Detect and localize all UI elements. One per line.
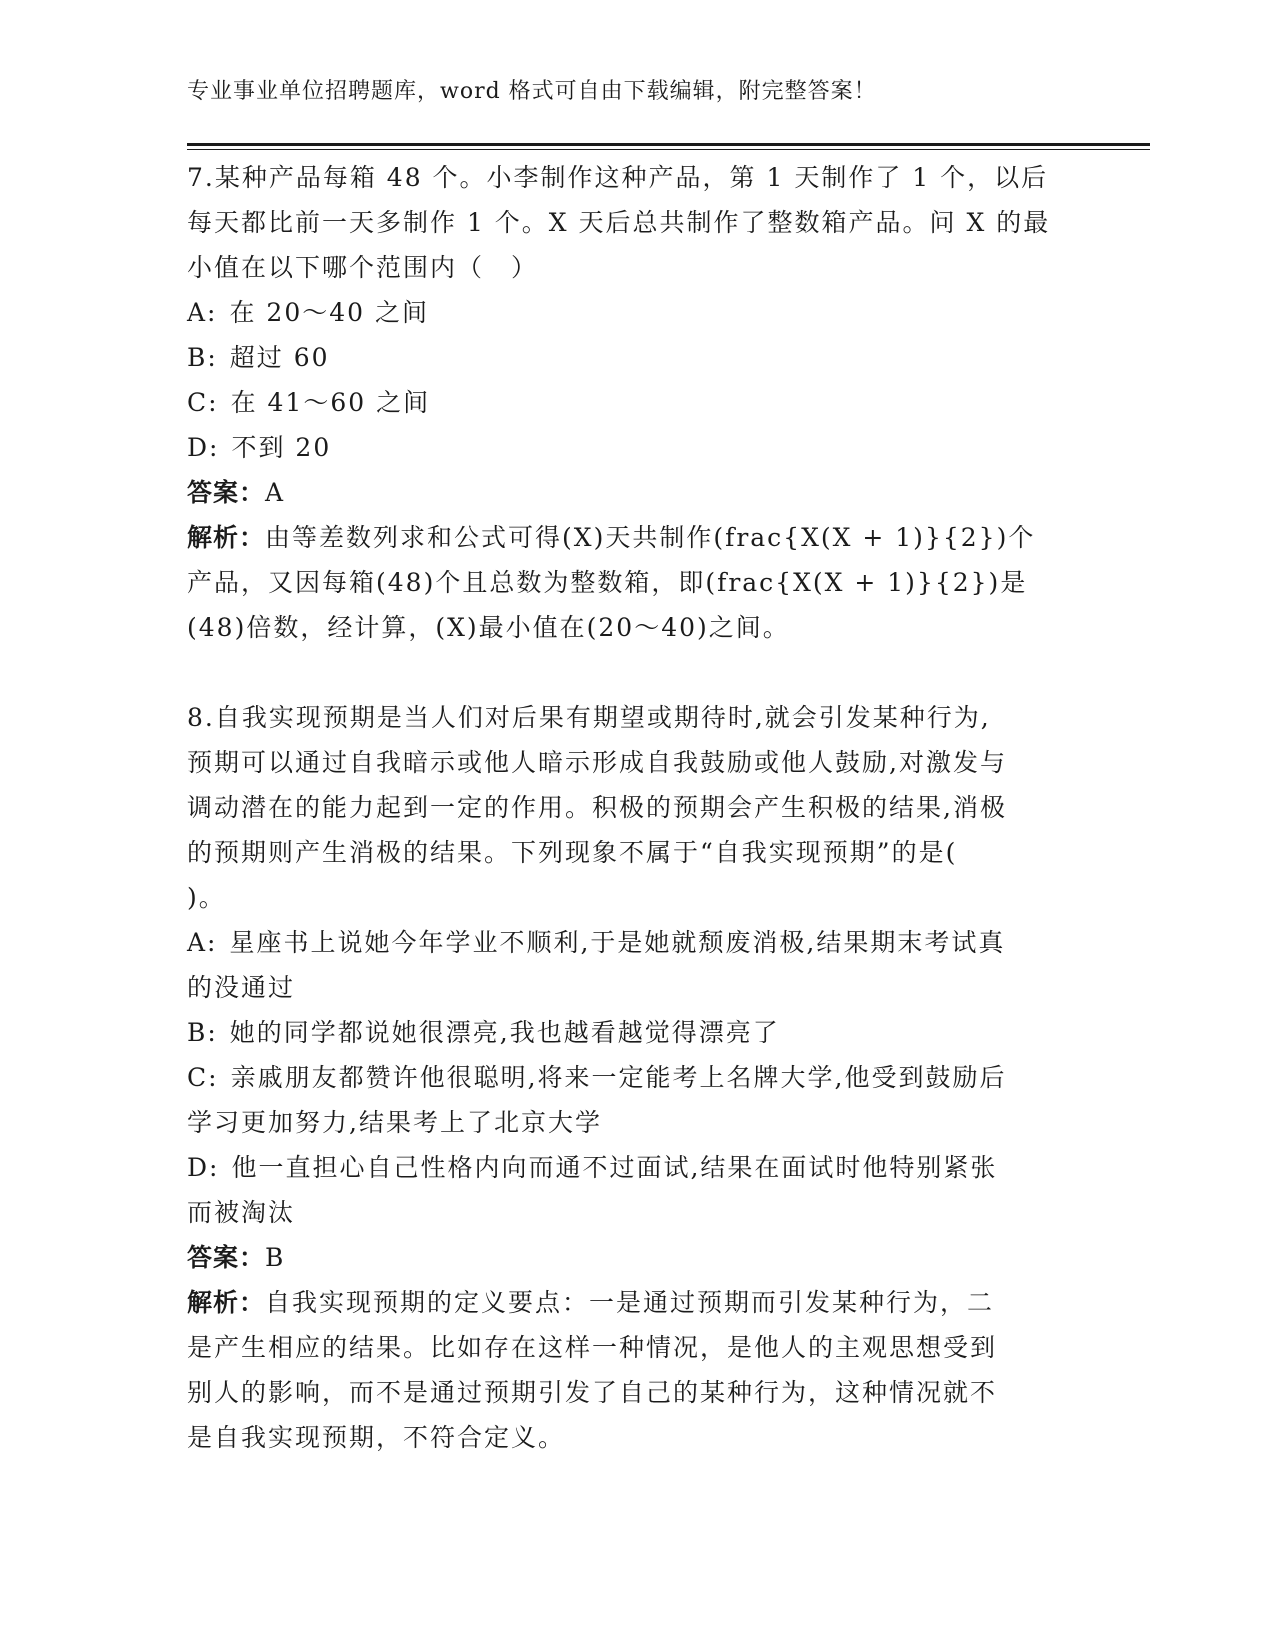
option-text: 在 20～40 之间 [229,298,430,327]
question-7-option-b [187,335,1087,380]
option-label: A: [187,928,218,957]
questions-content [187,155,1087,1460]
option-text: 亲戚朋友都赞许他很聪明,将来一定能考上名牌大学,他受到鼓励后 [230,1063,1007,1092]
question-7-stem-line-2: 每天都比前一天多制作 1 个。X 天后总共制作了整数箱产品。问 X 的最 [187,208,1051,237]
header-rule-thick [187,143,1150,146]
question-8-option-a-continuation: 的没通过 [187,973,296,1002]
question-7 [187,155,1087,650]
option-text: 在 41～60 之间 [230,388,431,417]
question-8-answer [187,1235,1087,1280]
question-8-stem-line-4: 的预期则产生消极的结果。下列现象不属于“自我实现预期”的是( [187,838,958,867]
question-8-option-c [187,1055,1087,1100]
option-label: D: [187,433,220,462]
question-8-option-d-continuation: 而被淘汰 [187,1198,296,1227]
option-label: B: [187,1018,218,1047]
option-label: C: [187,1063,219,1092]
option-text: 他一直担心自己性格内向而通不过面试,结果在面试时他特别紧张 [231,1153,998,1182]
analysis-text: 自我实现预期的定义要点：一是通过预期而引发某种行为，二 [265,1288,995,1317]
question-8-option-d [187,1145,1087,1190]
header-note: 专业事业单位招聘题库，word 格式可自由下载编辑，附完整答案！ [187,79,877,104]
question-8-stem-line-2: 预期可以通过自我暗示或他人暗示形成自我鼓励或他人鼓励,对激发与 [187,748,1007,777]
question-8-stem-line-5: )。 [187,883,226,912]
question-8-analysis-line-3: 别人的影响，而不是通过预期引发了自己的某种行为，这种情况就不 [187,1378,998,1407]
question-7-analysis-line-3: (48)倍数，经计算，(X)最小值在(20～40)之间。 [187,613,790,642]
question-8 [187,695,1087,1460]
question-7-analysis-line-1 [187,515,1087,560]
question-7-stem-line-3: 小值在以下哪个范围内（ ） [187,253,539,282]
question-8-option-a [187,920,1087,965]
option-text: 她的同学都说她很漂亮,我也越看越觉得漂亮了 [229,1018,780,1047]
option-label: B: [187,343,218,372]
answer-label: 答案： [187,478,266,507]
question-7-answer [187,470,1087,515]
header-rule-thin [187,149,1150,150]
analysis-text: 由等差数列求和公式可得(X)天共制作(frac{X(X + 1)}{2})个 [265,523,1036,552]
answer-label: 答案： [187,1243,266,1272]
question-7-option-d [187,425,1087,470]
option-label: D: [187,1153,220,1182]
option-text: 星座书上说她今年学业不顺利,于是她就颓废消极,结果期末考试真 [229,928,1006,957]
answer-value: A [265,478,286,507]
question-8-stem-line-1: 8.自我实现预期是当人们对后果有期望或期待时,就会引发某种行为, [187,703,991,732]
question-7-option-c [187,380,1087,425]
question-8-analysis-line-1 [187,1280,1087,1325]
analysis-label: 解析： [187,523,266,552]
question-8-option-c-continuation: 学习更加努力,结果考上了北京大学 [187,1108,602,1137]
option-label: A: [187,298,218,327]
option-text: 超过 60 [229,343,330,372]
question-8-stem-line-3: 调动潜在的能力起到一定的作用。积极的预期会产生积极的结果,消极 [187,793,1007,822]
question-7-option-a [187,290,1087,335]
option-label: C: [187,388,219,417]
question-7-stem-line-1: 7.某种产品每箱 48 个。小李制作这种产品，第 1 天制作了 1 个，以后 [187,163,1049,192]
question-8-option-b [187,1010,1087,1055]
question-7-analysis-line-2: 产品，又因每箱(48)个且总数为整数箱，即(frac{X(X + 1)}{2})是 [187,568,1028,597]
analysis-label: 解析： [187,1288,266,1317]
option-text: 不到 20 [231,433,332,462]
answer-value: B [265,1243,286,1272]
question-8-analysis-line-2: 是产生相应的结果。比如存在这样一种情况，是他人的主观思想受到 [187,1333,998,1362]
question-8-analysis-line-4: 是自我实现预期，不符合定义。 [187,1423,566,1452]
